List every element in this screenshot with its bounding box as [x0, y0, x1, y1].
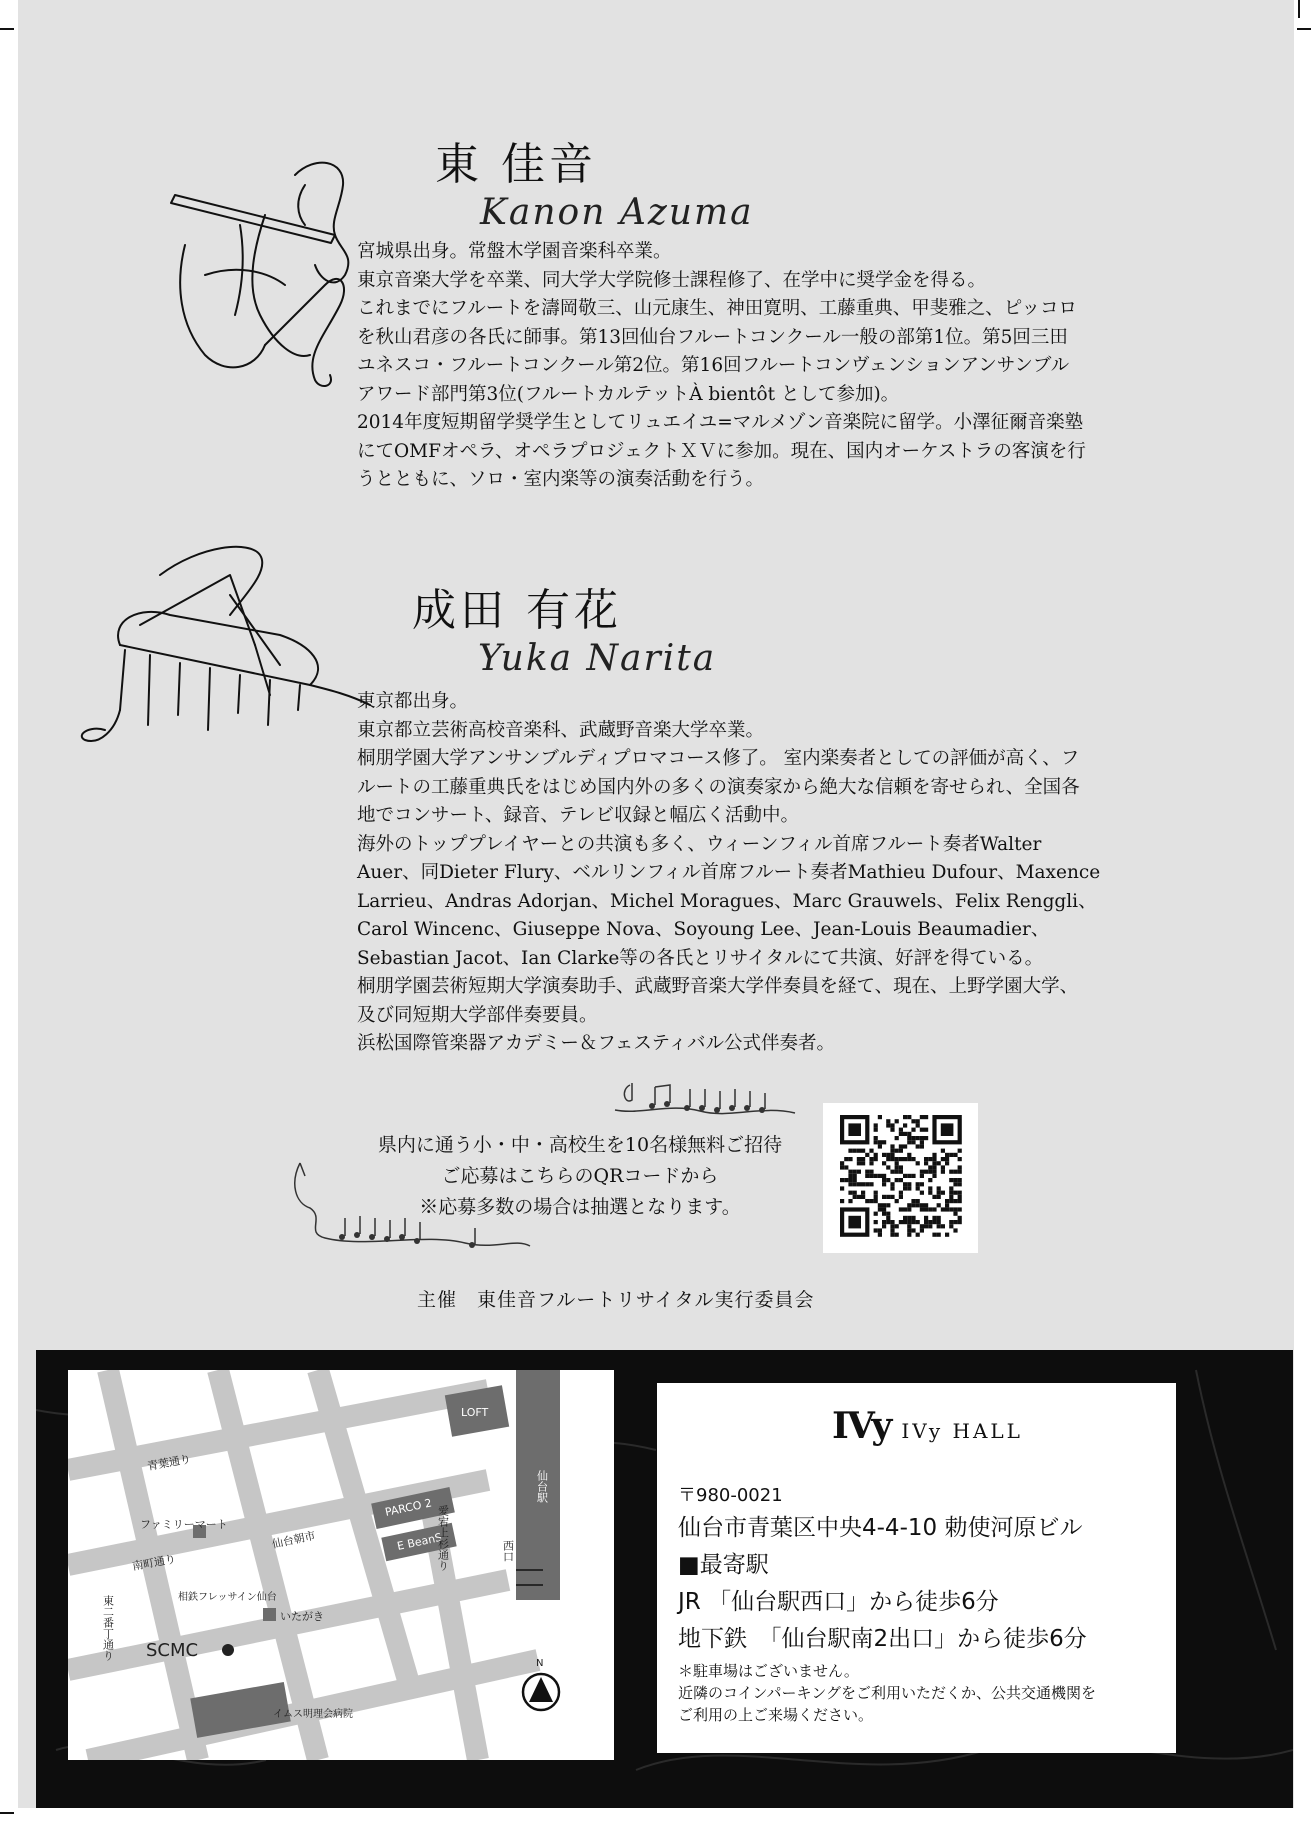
bio-line: 浜松国際管楽器アカデミー＆フェスティバル公式伴奏者。: [357, 1033, 836, 1054]
access-map: [68, 1370, 614, 1760]
bio-line: 宮城県出身。常盤木学園音楽科卒業。: [357, 241, 672, 262]
bio-line: 東京都立芸術高校音楽科、武蔵野音楽大学卒業。: [357, 719, 765, 741]
crop-mark: [1297, 28, 1311, 30]
access-jr: JR 「仙台駅西口」から徒歩6分: [678, 1589, 999, 1615]
bio-line: 及び同短期大学部伴奏要員。: [357, 1004, 598, 1026]
map-label-nishiguchi: 西口: [501, 1540, 515, 1562]
map-label-minamimachi: 南町通り: [131, 1552, 177, 1573]
bio-line: Larrieu、Andras Adorjan、Michel Moragues、Marc Grauwels、Felix Renggli、: [357, 890, 1097, 912]
nearest-station-heading: ■最寄駅: [678, 1552, 769, 1578]
transit-note: ご利用の上ご来場ください。: [678, 1706, 874, 1724]
performer2-name-signature: Yuka Narita: [478, 638, 717, 679]
bio-line: ユネスコ・フルートコンクール第2位。第16回フルートコンヴェンションアンサンブル: [357, 355, 1070, 376]
performer1-name-signature: Kanon Azuma: [480, 192, 754, 233]
transit-note: 近隣のコインパーキングをご利用いただくか、公共交通機関を: [678, 1684, 1097, 1702]
invitation-line: 県内に通う小・中・高校生を10名様無料ご招待: [377, 1134, 783, 1156]
performer1-name-jp: 東 佳音: [435, 139, 597, 190]
ivy-hall-logo: [832, 1405, 1023, 1447]
invitation-line: ご応募はこちらのQRコードから: [441, 1165, 719, 1187]
performer1-bio: [357, 238, 1207, 495]
bio-line: 地でコンサート、録音、テレビ収録と幅広く活動中。: [357, 805, 799, 826]
performer2-bio: [357, 688, 1207, 1059]
map-label-aoba: 青葉通り: [146, 1452, 192, 1473]
map-label-hospital: イムス明理会病院: [273, 1709, 353, 1720]
performer2-name-jp: 成田 有花: [412, 585, 622, 636]
organizer-credit: 主催 東佳音フルートリサイタル実行委員会: [417, 1289, 815, 1311]
crop-mark: [0, 28, 14, 30]
bio-line: 東京都出身。: [357, 691, 469, 712]
map-label-itagaki: いたがき: [280, 1610, 324, 1623]
bio-line: Auer、同Dieter Flury、ベルリンフィル首席フルート奏者Mathieu Dufour、Maxence: [357, 862, 1101, 883]
crop-mark: [0, 1812, 14, 1814]
postal-code: 〒980-0021: [678, 1485, 783, 1506]
map-label-ebeans: E BeanS: [395, 1530, 444, 1553]
map-label-scmc: SCMC: [146, 1640, 199, 1661]
bio-line: アワード部門第3位(フルートカルテットÀ bientôt として参加)。: [357, 383, 900, 405]
qr-code-icon: [823, 1103, 978, 1253]
map-label-loft: LOFT: [461, 1406, 489, 1419]
map-label-atago: 愛宕上杉通り: [436, 1505, 450, 1571]
music-notes-decoration: [610, 1075, 800, 1125]
bio-line: Carol Wincenc、Giuseppe Nova、Soyoung Lee、Jean-Louis Beaumadier、: [357, 919, 1050, 940]
bio-line: にてOMFオペラ、オペラプロジェクトＸＶに参加。現在、国内オーケストラの客演を行: [357, 440, 1086, 462]
bio-line: 海外のトッププレイヤーとの共演も多く、ウィーンフィル首席フルート奏者Walter: [357, 833, 1042, 855]
bio-line: 桐朋学園芸術短期大学演奏助手、武蔵野音楽大学伴奏員を経て、現在、上野学園大学、: [357, 976, 1079, 997]
student-invitation: [330, 1130, 830, 1223]
bio-line: を秋山君彦の各氏に師事。第13回仙台フルートコンクール一般の部第1位。第5回三田: [357, 326, 1068, 348]
map-label-station: 仙台駅: [535, 1470, 549, 1503]
bio-line: ルートの工藤重典氏をはじめ国内外の多くの演奏家から絶大な信頼を寄せられ、全国各: [357, 776, 1080, 798]
flutist-line-illustration: [145, 155, 375, 395]
ivy-logo-text: IVy HALL: [901, 1419, 1023, 1443]
bio-line: 2014年度短期留学奨学生としてリュエイユ=マルメゾン音楽院に留学。小澤征爾音楽塾: [357, 412, 1084, 433]
parking-note: ＊駐車場はございません。: [678, 1662, 859, 1680]
bio-line: 東京音楽大学を卒業、同大学大学院修士課程修了、在学中に奨学金を得る。: [357, 269, 987, 291]
invitation-line: ※応募多数の場合は抽選となります。: [419, 1196, 741, 1218]
map-label-familymart: ファミリーマート: [140, 1518, 228, 1531]
ivy-logo-mark: IVy: [832, 1405, 891, 1447]
application-qr-code[interactable]: [823, 1103, 978, 1253]
venue-info-box: [657, 1383, 1176, 1753]
map-label-higashi2: 東二番丁通り: [101, 1595, 115, 1661]
crop-mark: [1298, 0, 1300, 18]
access-subway: 地下鉄 「仙台駅南2出口」から徒歩6分: [678, 1626, 1087, 1652]
bio-line: うとともに、ソロ・室内楽等の演奏活動を行う。: [357, 469, 765, 490]
north-arrow-icon: [523, 1674, 559, 1710]
map-label-sotetsu: 相鉄フレッサイン仙台: [178, 1592, 277, 1603]
venue-address: 仙台市青葉区中央4-4-10 勅使河原ビル: [678, 1515, 1083, 1541]
map-label-parco2: PARCO 2: [383, 1496, 433, 1519]
bio-line: Sebastian Jacot、Ian Clarke等の各氏とリサイタルにて共演、好評を得ている。: [357, 947, 1044, 969]
piano-line-illustration: [80, 535, 380, 755]
bio-line: これまでにフルートを濤岡敬三、山元康生、神田寛明、工藤重典、甲斐雅之、ピッコロ: [357, 298, 1078, 319]
map-label-asaichi: 仙台朝市: [270, 1529, 317, 1551]
map-label-north: N: [536, 1658, 544, 1669]
bio-line: 桐朋学園大学アンサンブルディプロマコース修了。 室内楽奏者としての評価が高く、フ: [357, 748, 1080, 769]
